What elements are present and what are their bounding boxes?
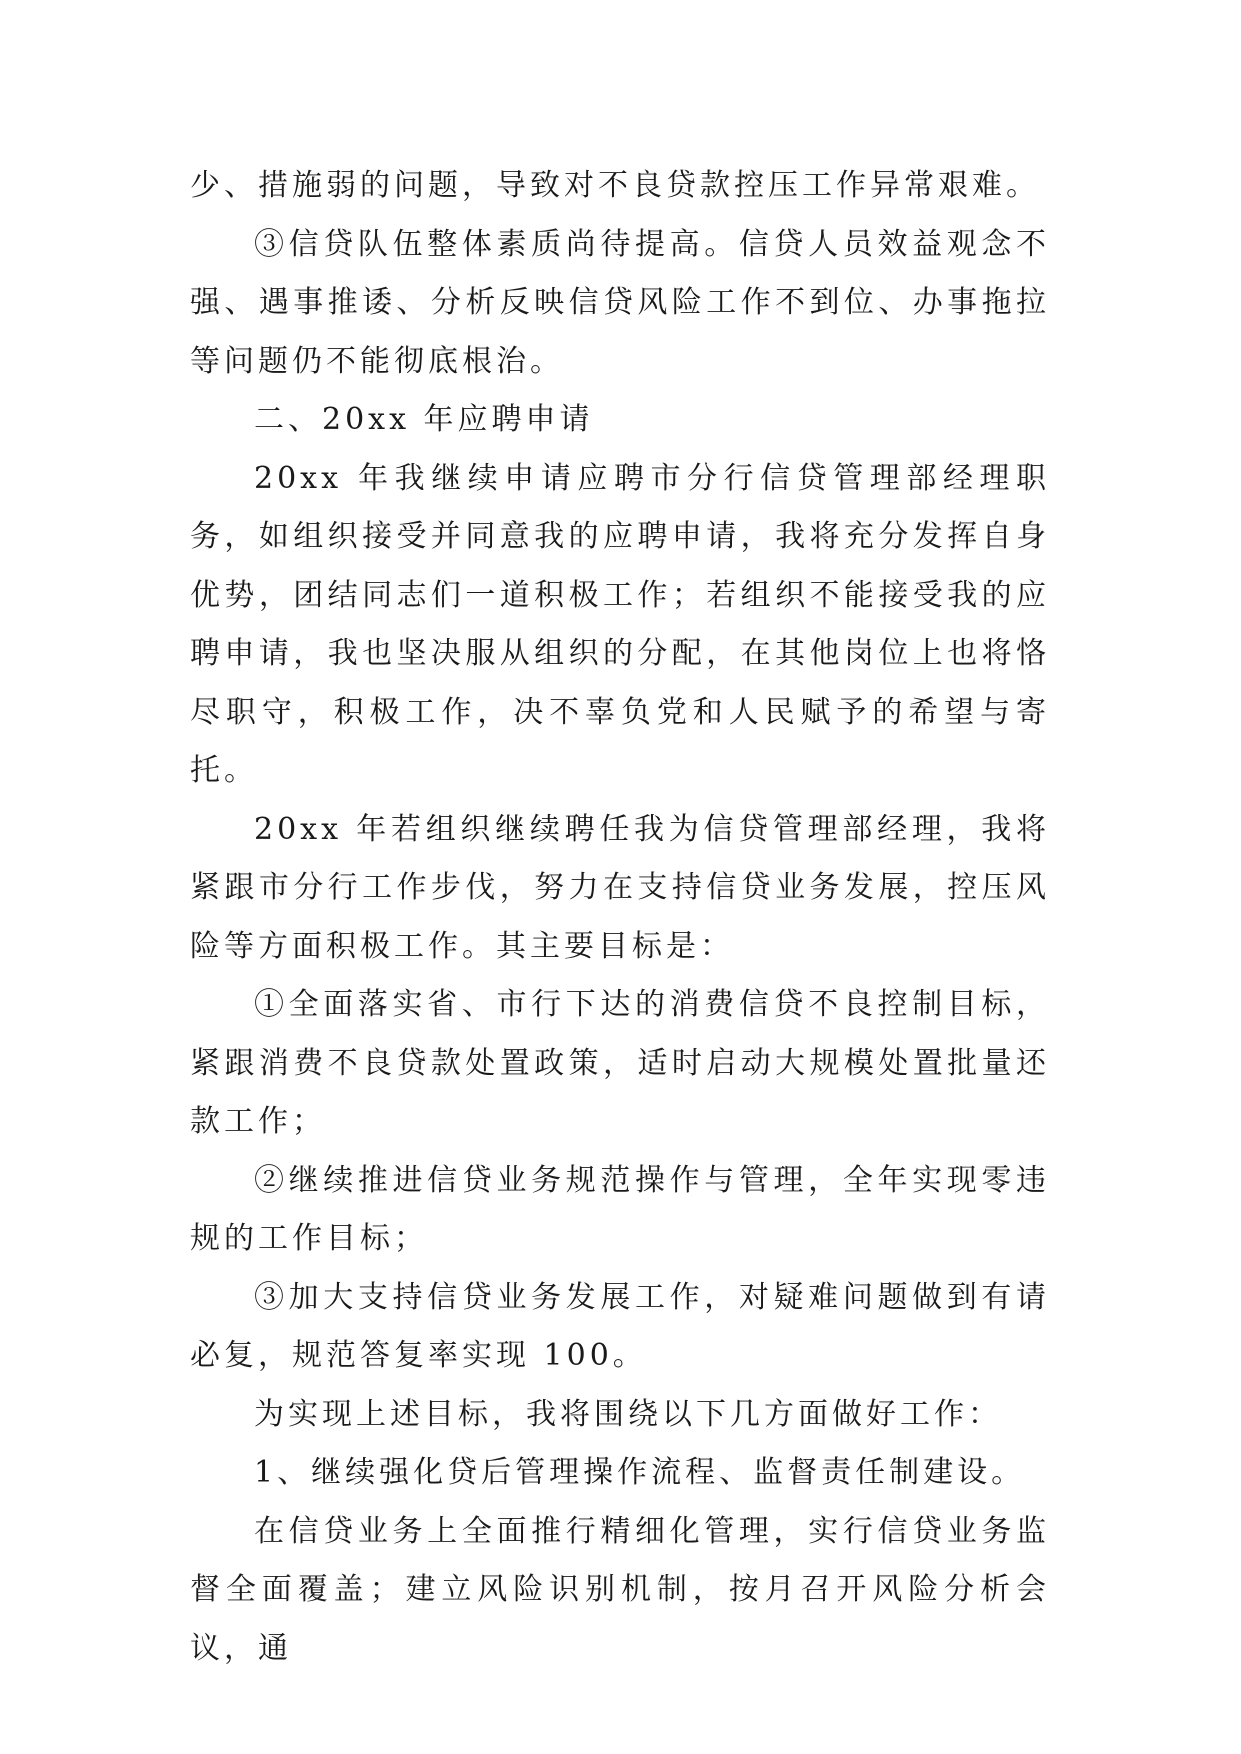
paragraph-3: 20xx 年我继续申请应聘市分行信贷管理部经理职务，如组织接受并同意我的应聘申请，我将充分发挥自身优势，团结同志们一道积极工作；若组织不能接受我的应聘申请，我也坚决服从组织的分配，在其他岗位上也将恪尽职守，积极工作，决不辜负党和人民赋予的希望与寄托。 xyxy=(190,460,1050,788)
paragraph-5: 为实现上述目标，我将围绕以下几方面做好工作： xyxy=(254,1396,1002,1432)
section-heading: 二、20xx 年应聘申请 xyxy=(254,402,594,437)
paragraph-2: ③信贷队伍整体素质尚待提高。信贷人员效益观念不强、遇事推诿、分析反映信贷风险工作不到位、办事拖拉等问题仍不能彻底根治。 xyxy=(190,226,1050,379)
goal-item-3: ③加大支持信贷业务发展工作，对疑难问题做到有请必复，规范答复率实现 100。 xyxy=(190,1279,1050,1373)
subsection-heading-1: 1、继续强化贷后管理操作流程、监督责任制建设。 xyxy=(254,1455,1026,1490)
document-page xyxy=(190,157,1050,1678)
goal-item-1: ①全面落实省、市行下达的消费信贷不良控制目标，紧跟消费不良贷款处置政策，适时启动大规模处置批量还款工作； xyxy=(190,987,1050,1139)
paragraph-4: 20xx 年若组织继续聘任我为信贷管理部经理，我将紧跟市分行工作步伐，努力在支持信贷业务发展，控压风险等方面积极工作。其主要目标是： xyxy=(190,811,1050,964)
paragraph-6: 在信贷业务上全面推行精细化管理，实行信贷业务监督全面覆盖；建立风险识别机制，按月召开风险分析会议，通 xyxy=(190,1513,1050,1666)
goal-item-2: ②继续推进信贷业务规范操作与管理，全年实现零违规的工作目标； xyxy=(190,1162,1050,1256)
paragraph-1: 少、措施弱的问题，导致对不良贷款控压工作异常艰难。 xyxy=(190,168,1040,203)
